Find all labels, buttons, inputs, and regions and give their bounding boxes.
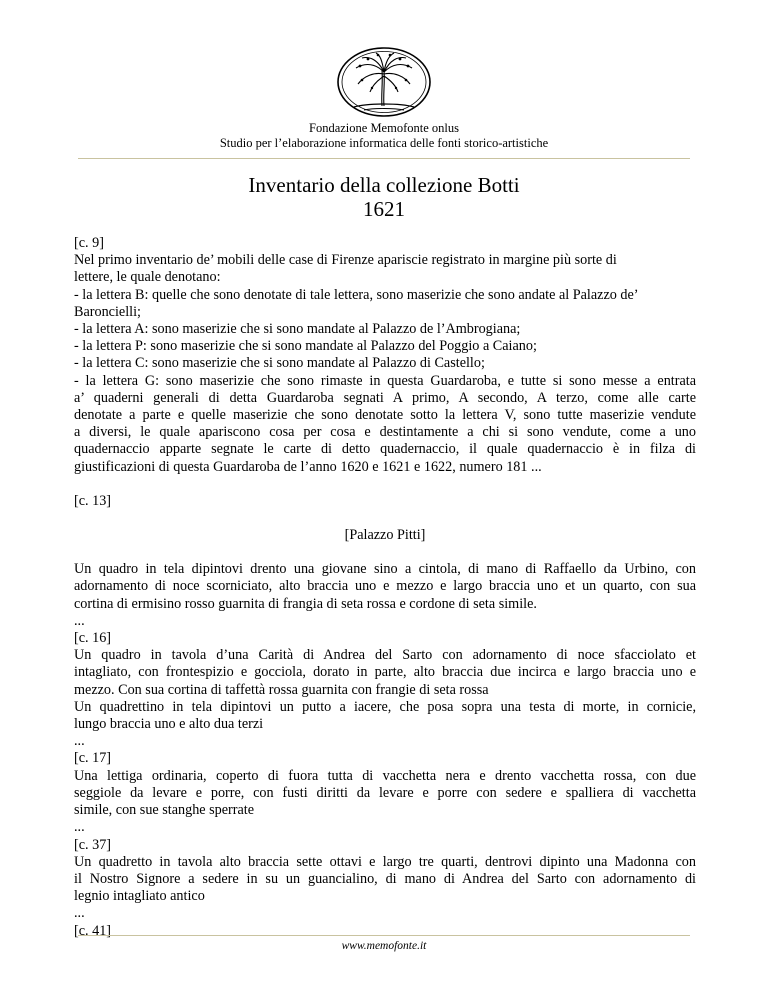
header-divider [78,158,690,159]
carta-reference: [c. 17] [74,750,112,767]
text-line: quadernaccio apparte segnate le carte di detto quadernaccio, il quale quadernaccio è in filza di [74,441,696,458]
section-heading: [Palazzo Pitti] [344,527,426,544]
paragraph-gap [74,510,696,527]
text-line: a diversi, le quale apariscono cosa per cosa e destintamente a chi si sono vendute, come a uno [74,424,696,441]
document-title: Inventario della collezione Botti [248,173,520,197]
text-line: lettere, le quale denotano: [74,269,221,286]
text-line: Nel primo inventario de’ mobili delle case di Firenze apariscie registrato in margine più sorte di [74,252,617,269]
footer-url[interactable]: www.memofonte.it [341,940,427,952]
organization-name: Fondazione Memofonte onlus [309,121,459,135]
carta-reference: [c. 37] [74,836,112,853]
palm-tree-emblem-icon [334,46,434,118]
text-line: - la lettera A: sono maserizie che si sono mandate al Palazzo de l’Ambrogiana; [74,321,521,338]
document-body [74,235,696,940]
text-line: Un quadro in tela dipintovi drento una giovane sino a cintola, di mano di Raffaello da Urbino, con [74,561,696,578]
carta-reference: [c. 9] [74,235,104,251]
text-line: Una lettiga ordinaria, coperto di fuora tutta di vacchetta nera e drento vacchetta rossa, con due [74,767,696,784]
text-line: a’ quaderni generali di detta Guardaroba segnati A primo, A secondo, A terzo, come alle carte [74,389,696,406]
text-line: - la lettera P: sono maserizie che si sono mandate al Palazzo del Poggio a Caiano; [74,338,537,355]
text-line: il Nostro Signore a sedere in su un guancialino, di mano di Andrea del Sarto con adornamento di [74,870,696,887]
text-line: giustificazioni di questa Guardaroba de l’anno 1620 e 1621 e 1622, numero 181 ... [74,458,542,475]
text-line: lungo braccia uno e alto dua terzi [74,716,264,733]
ellipsis-line: ... [74,819,85,836]
carta-reference: [c. 16] [74,630,112,647]
text-line: - la lettera B: quelle che sono denotate di tale lettera, sono maserizie che sono andate al Palazzo de’ [74,286,639,303]
carta-reference: [c. 41] [74,922,112,939]
text-line: seggiole da levare e porre, con fusti diritti da levare e porre con sedere e spalliera di vacchetta [74,784,696,801]
ellipsis-line: ... [74,733,85,750]
text-line: legnio intagliato antico [74,888,205,905]
text-line: denotate a parte e quelle maserizie che sono denotate sotto la lettera V, sono tutte maserizie vendute [74,407,696,424]
text-line: Baroncielli; [74,303,141,320]
text-line: mezzo. Con sua cortina di taffettà rossa guarnita con frangie di seta rossa [74,681,489,698]
text-line: - la lettera G: sono maserizie che sono rimaste in questa Guardaroba, e tutte si sono messe a entrata [74,372,696,389]
text-line: adornamento di noce scorniciato, alto braccia uno e mezzo e largo braccia uno et un quarto, con sua [74,578,696,595]
footer-divider [78,935,690,936]
paragraph-gap [74,476,696,493]
document-year: 1621 [363,197,405,221]
text-line: Un quadro in tavola d’una Carità di Andrea del Sarto con adornamento di noce sfacciolato et [74,647,696,664]
ellipsis-line: ... [74,905,85,922]
text-line: cortina di ermisino rosso guarnita di frangia di seta rossa e cordone di seta simile. [74,595,537,612]
text-line: Un quadretto in tavola alto braccia sette ottavi e largo tre quarti, dentrovi dipinto una Madonna con [74,853,696,870]
paragraph-gap [74,544,696,561]
text-line: simile, con sue stanghe sperrate [74,802,255,819]
ellipsis-line: ... [74,612,85,629]
text-line: Un quadrettino in tela dipintovi un putto a iacere, che posa sopra una testa di morte, in cornicie, [74,698,696,715]
text-line: intagliato, con frontespizio e gocciola, dorato in parte, alto braccia due incirca e largo braccia uno e [74,664,696,681]
organization-subtitle: Studio per l’elaborazione informatica delle fonti storico-artistiche [219,136,549,150]
carta-reference: [c. 13] [74,492,112,509]
text-line: - la lettera C: sono maserizie che si sono mandate al Palazzo di Castello; [74,355,485,372]
